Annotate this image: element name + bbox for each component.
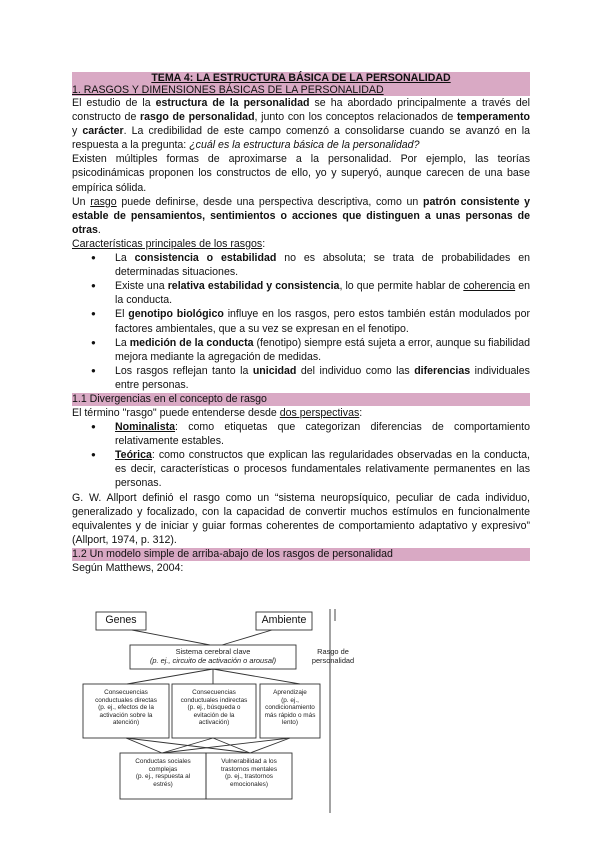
ambiente-label: Ambiente: [261, 614, 307, 626]
box-e-label: Vulnerabilidad a los trastornos mentales (p. ej., trastornos emocionales): [220, 758, 278, 788]
paragraph-intro: El estudio de la estructura de la personalidad se ha abordado principalmente a través del constructo de rasgo de personalidad, junto con los conceptos relacionados de temperamento y carácter. La credibilidad de este campo comenzó a consolidarse cuando se avanzó en la respuesta a la pregunta: ¿cuál es la estructura básica de la personalidad?: [72, 97, 531, 152]
section-1-heading: 1. RASGOS Y DIMENSIONES BÁSICAS DE LA PERSONALIDAD: [72, 84, 530, 96]
box-a-label: Consecuencias conductuales directas (p. ej., efectos de la activación sobre la atención): [95, 689, 157, 726]
list-item: ● El genotipo biológico influye en los rasgos, pero estos también están modulados por factores ambientales, que a su vez se expresan en el fenotipo.: [115, 307, 530, 335]
perspectives-list: [72, 420, 530, 490]
list-item: ● Existe una relativa estabilidad y consistencia, lo que permite hablar de coherencia en la conducta.: [115, 279, 530, 307]
page-title: TEMA 4: LA ESTRUCTURA BÁSICA DE LA PERSONALIDAD: [72, 72, 530, 84]
paragraph-trait-definition: Un rasgo puede definirse, desde una perspectiva descriptiva, como un patrón consistente y estable de pensamientos, sentimientos o acciones que distinguen a unas personas de otras.: [72, 195, 531, 236]
allport-definition: G. W. Allport definió el rasgo como un “sistema neuropsíquico, peculiar de cada individuo, generalizado y focalizado, con la capacidad de convertir muchos estímulos en funcionalmente equivalentes y de iniciar y guiar formas coherentes de comportamiento adaptativo y expresivo” (Allport, 1974, p. 312).: [72, 491, 530, 546]
source-line: Según Matthews, 2004:: [72, 561, 184, 574]
box-d-label: Conductas sociales complejas (p. ej., respuesta al estrés): [135, 758, 191, 788]
genes-label: Genes: [105, 614, 137, 626]
perspectives-intro: El término "rasgo" puede entenderse desde dos perspectivas:: [72, 406, 363, 419]
box-b-label: Consecuencias conductuales indirectas (p. ej., búsqueda o evitación de la activación): [180, 689, 248, 726]
box-c-label: Aprendizaje (p. ej., condicionamiento más rápido o más lento): [264, 689, 316, 726]
section-1-1-heading: 1.1 Divergencias en el concepto de rasgo: [72, 393, 530, 406]
list-item: ● La medición de la conducta (fenotipo) siempre está sujeta a error, aunque su fiabilidad mejora mediante la agregación de medidas.: [115, 336, 530, 364]
characteristics-list: [72, 251, 530, 392]
list-item: ● Los rasgos reflejan tanto la unicidad del individuo como las diferencias individuales entre personas.: [115, 364, 530, 392]
sistema-label: Sistema cerebral clave (p. ej., circuito de activación o arousal): [149, 647, 277, 665]
document-page: [72, 72, 530, 575]
paragraph-approaches: Existen múltiples formas de aproximarse a la personalidad. Por ejemplo, las teorías psicodinámicas proponen los constructos de ello, yo y superyó, aunque carecen de una base empírica sólida.: [72, 153, 530, 194]
list-item: ● Nominalista: como etiquetas que categorizan diferencias de comportamiento relativamente estables.: [115, 420, 530, 448]
rasgo-label: Rasgo de personalidad: [311, 647, 355, 665]
list-item: ● Teórica: como constructos que explican las regularidades observadas en la conducta, es decir, características o procesos fundamentales relativamente permanentes en las personas.: [115, 448, 530, 490]
section-1-2-heading: 1.2 Un modelo simple de arriba-abajo de los rasgos de personalidad: [72, 548, 530, 561]
characteristics-title: Características principales de los rasgos:: [72, 237, 266, 250]
trait-model-diagram: [72, 605, 362, 817]
list-item: ● La consistencia o estabilidad no es absoluta; se trata de probabilidades en determinadas situaciones.: [115, 251, 530, 279]
